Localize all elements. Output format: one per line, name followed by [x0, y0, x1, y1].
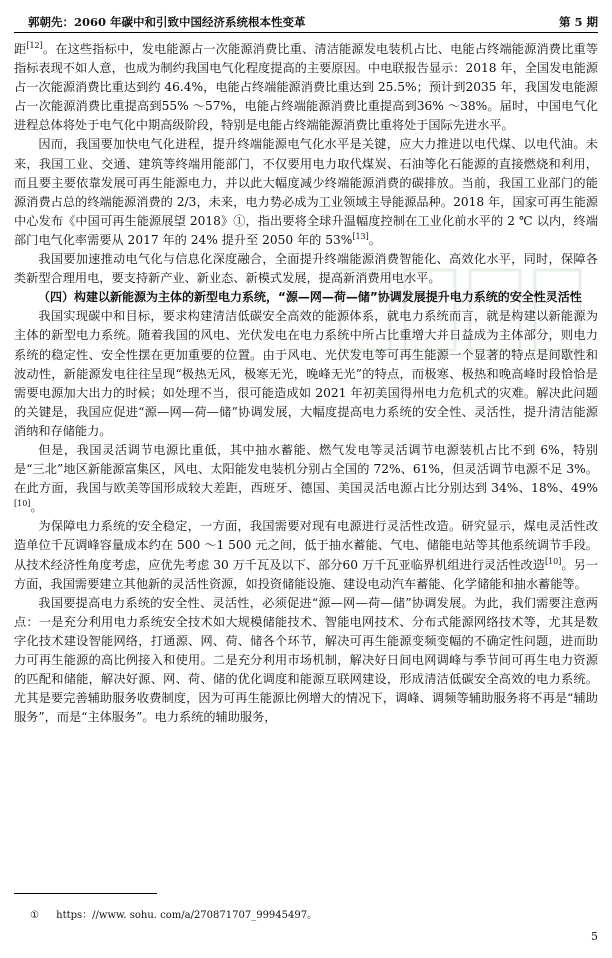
footnote-rule — [14, 893, 157, 894]
footnote-mark: ① — [30, 910, 39, 921]
body-text — [14, 40, 598, 727]
header-issue: 第 5 期 — [558, 15, 598, 29]
citation: [10] — [544, 556, 562, 566]
footnote — [30, 906, 317, 921]
citation: [12] — [26, 40, 43, 50]
paragraph: 但是，我国灵活调节电源比重低，其中抽水蓄能、燃气发电等灵活调节电源装机占比不到 6%，特别是“三北”地区新能源富集区，风电、太阳能发电装机分别占全国的 72%、61%，但灵活调节电源不足 3%。在此方面，我国与欧美等国形成较大差距，西班牙、德国、美国灵活电源占比分别达到 34%、18%、49%[10]。 — [14, 442, 598, 515]
citation: [10] — [14, 499, 31, 509]
running-header — [28, 8, 598, 30]
footnote-link[interactable]: https：//www. sohu. com/a/270871707_99945497。 — [56, 910, 318, 921]
section-heading: （四）构建以新能源为主体的新型电力系统，“源—网—荷—储”协调发展提升电力系统的安全性灵活性 — [38, 290, 582, 305]
paragraph: 为保障电力系统的安全稳定，一方面，我国需要对现有电源进行灵活性改造。研究显示，煤电灵活性改造单位千瓦调峰容量成本约在 500 ～1 500 元之间，低于抽水蓄能、气电、储能电站等其他系统调节手段。从技术经济性角度考虑，应优先考虑 30 万千瓦及以下、部分60 万千瓦亚临界机组进行灵活性改造[10]。另一方面，我国需要建立其他新的灵活性资源，如投资储能设施、建设电动汽车蓄能、化学储能和抽水蓄能等。 — [14, 519, 599, 591]
paragraph: 我国要提高电力系统的安全性、灵活性，必须促进“源—网—荷—储”协调发展。为此，我们需要注意两点：一是充分利用电力系统安全技术如大规模储能技术、智能电网技术、分布式能源网络技术等，尤其是数字化技术建设智能网络，打通源、网、荷、储各个环节，解决可再生能源变频变幅的不确定性问题，进而助力可再生能源的高比例接入和使用。二是充分利用市场机制，解决好日间电网调峰与季节间可再生电力资源的匹配和储能，解决好源、网、荷、储的优化调度和能源互联网建设，形成清洁低碳安全高效的电力系统。尤其是要完善辅助服务收费制度，因为可再生能源比例增大的情况下，调峰、调频等辅助服务将不再是“辅助服务”，而是“主体服务”。电力系统的辅助服务， — [14, 595, 598, 725]
header-title: 郭朝先：2060 年碳中和引致中国经济系统根本性变革 — [28, 15, 306, 29]
paragraph: 距[12]。在这些指标中，发电能源占一次能源消费比重、清洁能源发电装机占比、电能占终端能源消费比重等指标表现不如人意，也成为制约我国电气化程度提高的主要原因。中电联报告显示：2018 年，全国发电能源占一次能源消费比重达到约 46.4%，电能占终端能源消费比重达到 25.5%；预计到2035 年，我国发电能源占一次能源消费比重提高到55% ～57%，电能占终端能源消费比重提高到36% ～38%。届时，中国电气化进程总体将处于电气化中期高级阶段，特别是电能占终端能源消费比重将处于国际先进水平。 — [14, 40, 599, 133]
paragraph: 我国要加速推动电气化与信息化深度融合，全面提升终端能源消费智能化、高效化水平，同时，保障各类新型合理用电，要支持新产业、新业态、新模式发展，提高新消费用电水平。 — [14, 252, 598, 286]
page-number: 5 — [591, 930, 598, 943]
header-rule — [14, 32, 598, 33]
paragraph: 我国实现碳中和目标，要求构建清洁低碳安全高效的能源体系，就电力系统而言，就是构建以新能源为主体的新型电力系统。随着我国的风电、光伏发电在电力系统中所占比重增大并日益成为主体部分，则电力系统的稳定性、安全性摆在更加重要的位置。由于风电、光伏发电等可再生能源一个显著的特点是间歇性和波动性，新能源发电往往呈现“极热无风，极寒无光，晚峰无光”的特点，而极寒、极热和晚高峰时段恰恰是需要电源加大出力的时候；如处理不当，很可能造成如 2021 年初美国得州电力危机式的灾难。解决此问题的关键是，我国应促进“源—网—荷—储”协调发展，大幅度提高电力系统的安全性、灵活性，提升清洁能源消纳和存储能力。 — [14, 309, 598, 438]
citation: [13] — [352, 231, 369, 241]
paragraph: 因而，我国要加快电气化进程，提升终端能源电气化水平是关键，应大力推进以电代煤、以电代油。未来，我国工业、交通、建筑等终端用能部门，不仅要用电力取代煤炭、石油等化石能源的直接燃烧和利用，而且要主要依靠发展可再生能源电力，并以此大幅度减少终端能源消费的碳排放。当前，我国工业部门的能源消费占总的终端能源消费的 2/3，未来，电力势必成为工业领域主导能源品种。2018 年，国家可再生能源中心发布《中国可再生能源展望 2018》①，指出要将全球升温幅度控制在工业化前水平的 2 ℃ 以内，终端部门电气化率需要从 2017 年的 24% 提升至 2050 年的 53%[13]。 — [14, 137, 598, 247]
